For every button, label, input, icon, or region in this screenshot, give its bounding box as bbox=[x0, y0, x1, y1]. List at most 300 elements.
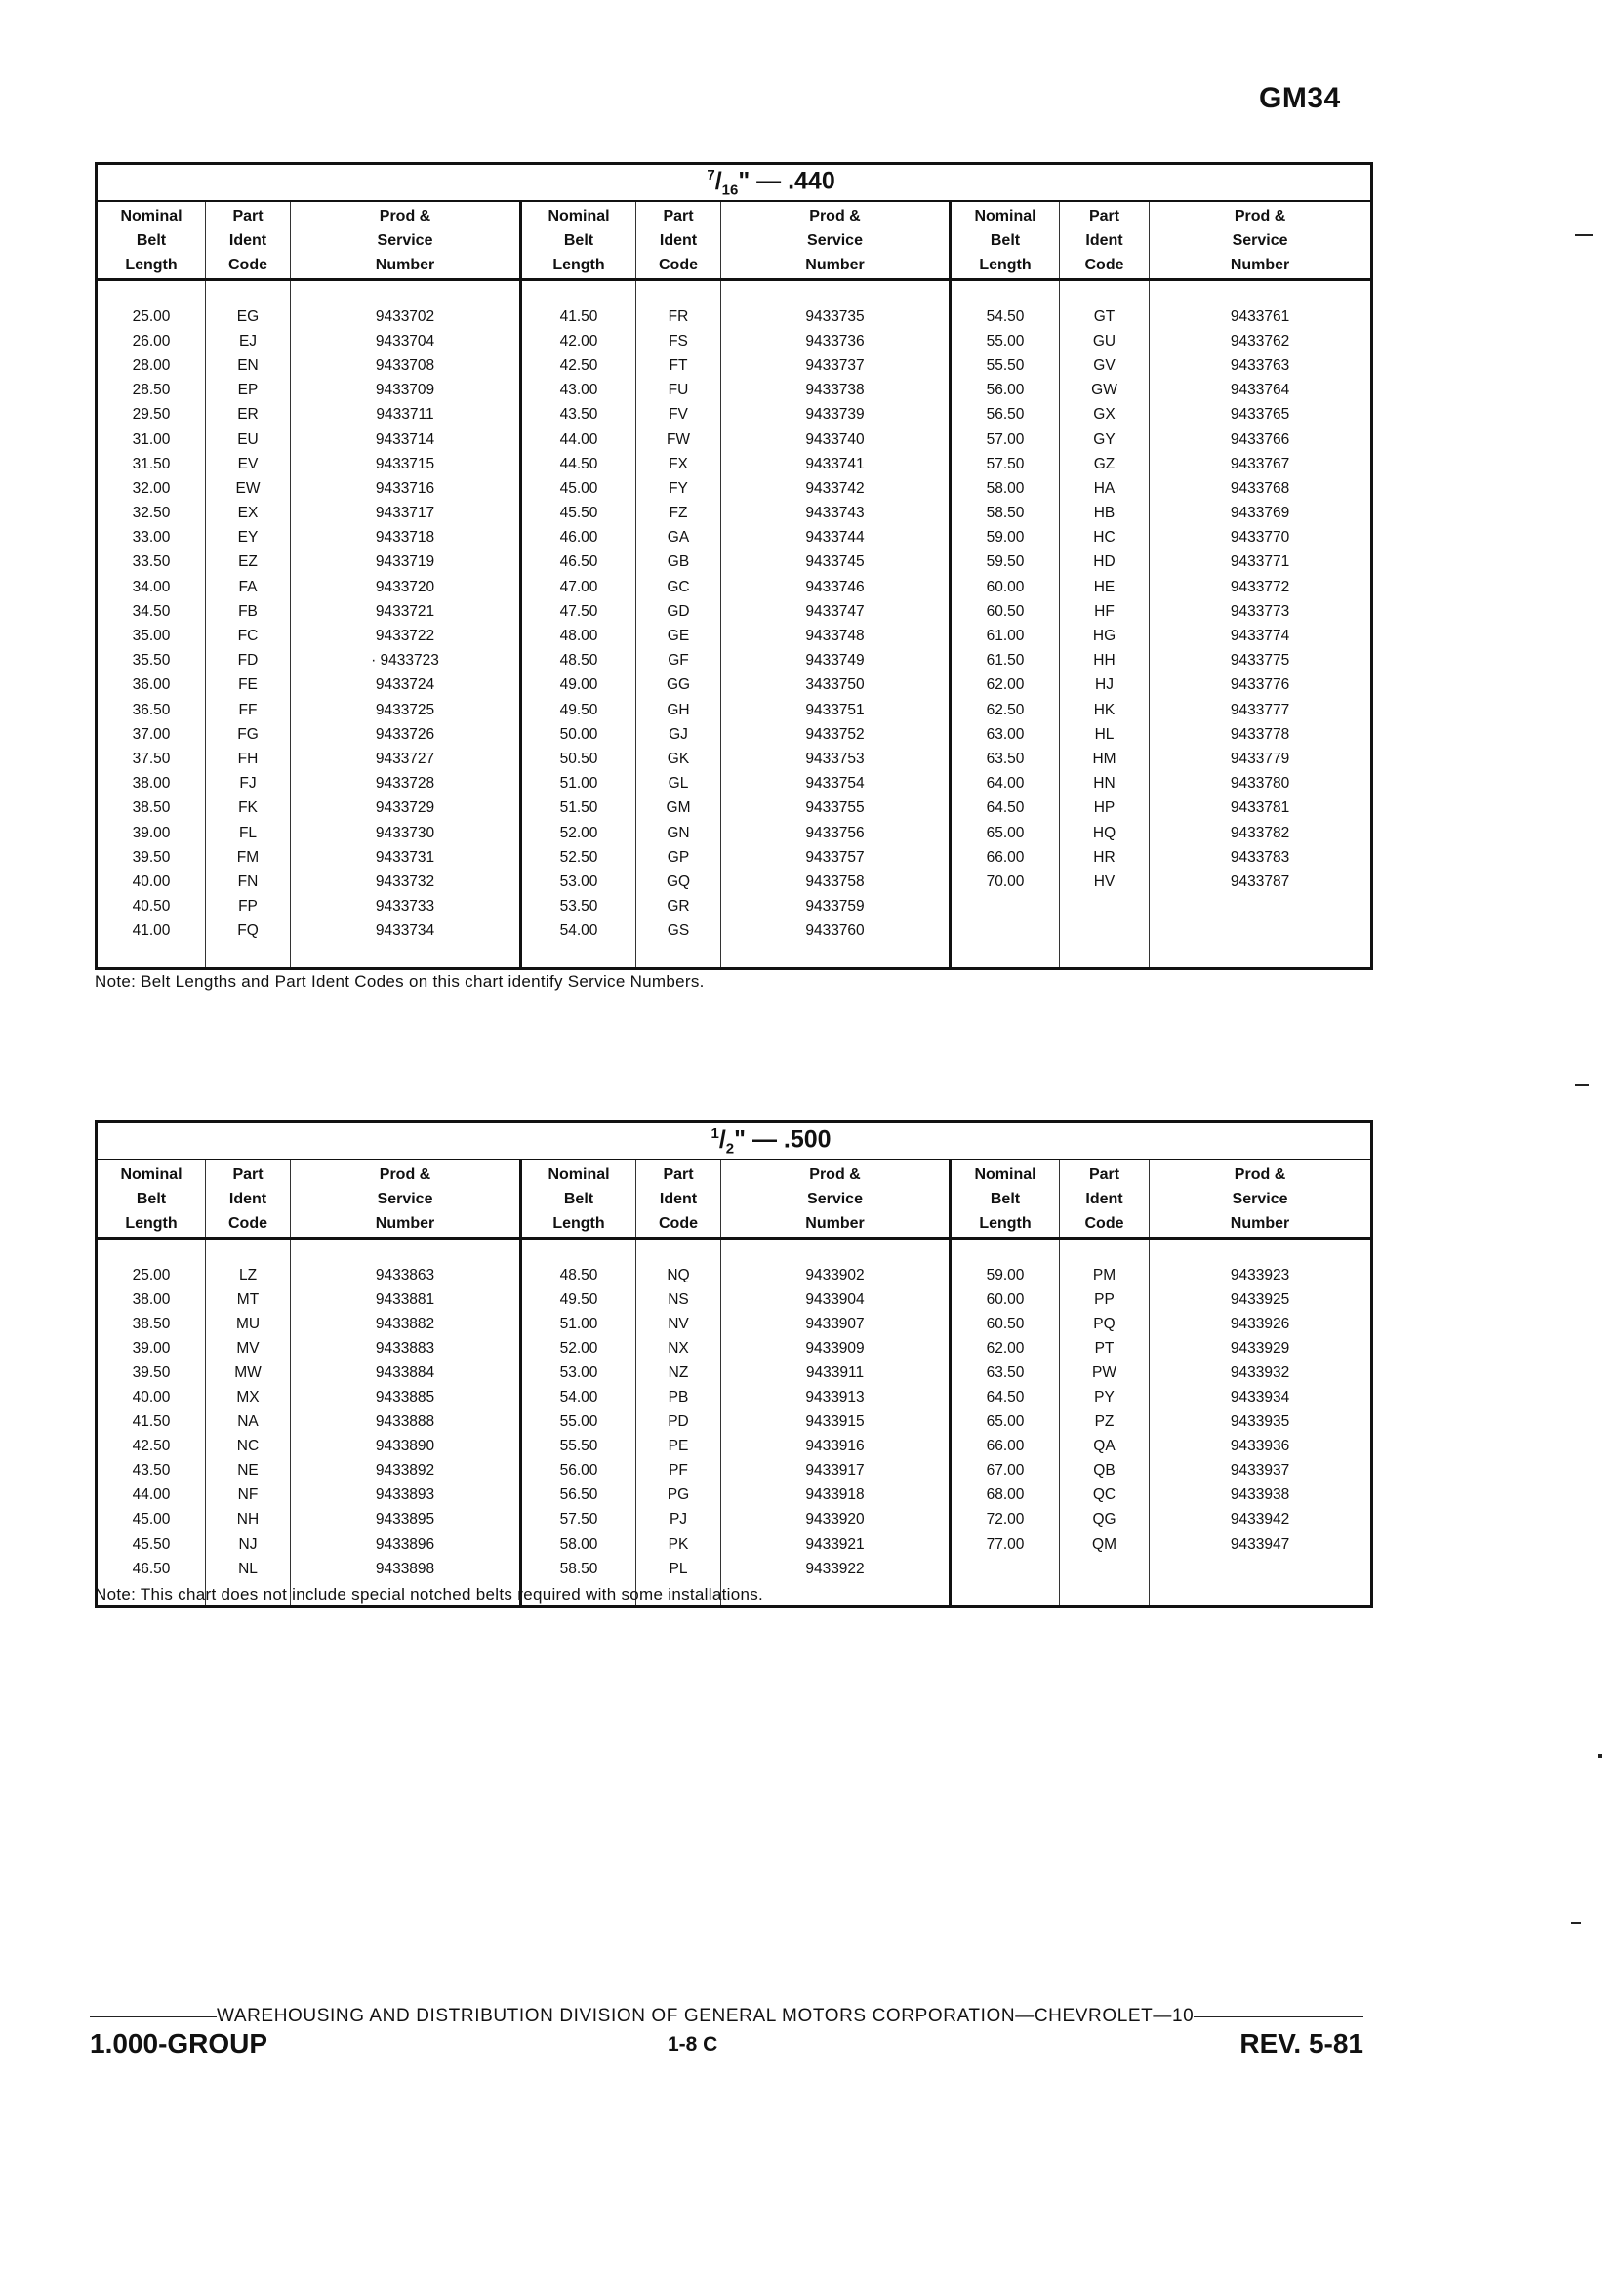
service-number: 3433750 bbox=[721, 673, 951, 698]
ident-code: EP bbox=[206, 379, 291, 403]
ident-code: EW bbox=[206, 476, 291, 501]
belt-length: 32.50 bbox=[97, 502, 206, 526]
column-header-line: Ident bbox=[1085, 231, 1123, 249]
service-number: 9433909 bbox=[721, 1336, 951, 1361]
ident-code: GS bbox=[636, 919, 721, 944]
ident-code: HC bbox=[1060, 526, 1150, 550]
spacer-cell bbox=[521, 280, 636, 305]
service-number: 9433763 bbox=[1230, 356, 1290, 374]
spacer-cell bbox=[1060, 1239, 1150, 1264]
column-header-line: Code bbox=[1084, 256, 1124, 273]
column-header-line: Number bbox=[375, 1214, 435, 1232]
column-header-line: Ident bbox=[659, 1190, 698, 1207]
column-header-code bbox=[206, 201, 291, 280]
spacer-cell bbox=[636, 1239, 721, 1264]
ident-code: NC bbox=[206, 1435, 291, 1459]
table-row bbox=[97, 772, 1372, 796]
column-header-code bbox=[1060, 1160, 1150, 1239]
ident-code: PK bbox=[636, 1532, 721, 1557]
size-heading bbox=[97, 164, 1372, 202]
column-header-line: Ident bbox=[228, 1190, 267, 1207]
column-header-number bbox=[721, 201, 951, 280]
service-number: 9433770 bbox=[1230, 529, 1290, 547]
service-number: 9433737 bbox=[721, 353, 951, 378]
ident-code: GB bbox=[636, 550, 721, 575]
belt-length: 62.00 bbox=[951, 673, 1060, 698]
table-row bbox=[97, 673, 1372, 698]
fraction-slash: / bbox=[714, 167, 722, 195]
service-number: 9433925 bbox=[1230, 1290, 1290, 1308]
belt-length: 56.50 bbox=[951, 403, 1060, 428]
belt-length: 39.50 bbox=[97, 1361, 206, 1385]
service-number: 9433923 bbox=[1230, 1266, 1290, 1283]
footer-rule bbox=[1194, 2016, 1363, 2017]
belt-length: 38.00 bbox=[97, 1287, 206, 1312]
chart-note: Note: This chart does not include special notched belts required with some installations. bbox=[95, 1585, 764, 1604]
table-row bbox=[97, 329, 1372, 353]
column-header-line: Prod & bbox=[1234, 207, 1286, 224]
service-number: 9433935 bbox=[1230, 1413, 1290, 1431]
service-number: 9433913 bbox=[721, 1385, 951, 1409]
column-header-line: Code bbox=[659, 1214, 698, 1232]
column-header-line: Number bbox=[375, 256, 435, 273]
table-row bbox=[97, 624, 1372, 648]
service-number: 9433881 bbox=[291, 1287, 521, 1312]
spacer-cell bbox=[291, 1239, 521, 1264]
spacer-cell bbox=[636, 280, 721, 305]
column-header-line: Number bbox=[805, 256, 865, 273]
ident-code: EY bbox=[206, 526, 291, 550]
column-header-line: Prod & bbox=[1234, 1165, 1286, 1183]
service-number: 9433766 bbox=[1230, 430, 1290, 448]
ident-code: FQ bbox=[206, 919, 291, 944]
spacer-cell bbox=[97, 944, 206, 969]
belt-length: 61.50 bbox=[951, 649, 1060, 673]
belt-length: 58.00 bbox=[951, 476, 1060, 501]
column-header-length bbox=[521, 201, 636, 280]
belt-length: 38.00 bbox=[97, 772, 206, 796]
belt-length: 35.00 bbox=[97, 624, 206, 648]
ident-code: PD bbox=[636, 1410, 721, 1435]
column-header-line: Nominal bbox=[974, 1165, 1036, 1183]
ident-code: FB bbox=[206, 599, 291, 624]
spacer-cell bbox=[1150, 1239, 1372, 1264]
ident-code: EZ bbox=[206, 550, 291, 575]
belt-length: 58.50 bbox=[521, 1557, 636, 1581]
belt-length: 56.00 bbox=[951, 379, 1060, 403]
ident-code: GE bbox=[636, 624, 721, 648]
service-number: 9433890 bbox=[291, 1435, 521, 1459]
service-number: 9433715 bbox=[291, 452, 521, 476]
belt-length: 51.50 bbox=[521, 796, 636, 821]
table-row bbox=[97, 895, 1372, 919]
spacer-cell bbox=[721, 944, 951, 969]
belt-length: 39.50 bbox=[97, 845, 206, 870]
belt-length: 58.00 bbox=[521, 1532, 636, 1557]
ident-code: FE bbox=[206, 673, 291, 698]
belt-length: 40.00 bbox=[97, 870, 206, 894]
table-row bbox=[97, 526, 1372, 550]
belt-length: 25.00 bbox=[97, 305, 206, 329]
ident-code: GM bbox=[636, 796, 721, 821]
ident-code: FF bbox=[206, 698, 291, 722]
ident-code: PW bbox=[1060, 1361, 1150, 1385]
column-header-length bbox=[521, 1160, 636, 1239]
table-row bbox=[97, 747, 1372, 771]
column-header-line: Service bbox=[1232, 1190, 1288, 1207]
belt-length: 26.00 bbox=[97, 329, 206, 353]
spacer-cell bbox=[721, 280, 951, 305]
column-header-line: Nominal bbox=[120, 207, 183, 224]
table-row bbox=[97, 1435, 1372, 1459]
table-row bbox=[97, 428, 1372, 452]
belt-length: 63.50 bbox=[951, 1361, 1060, 1385]
ident-code: PQ bbox=[1060, 1312, 1150, 1336]
column-header-line: Prod & bbox=[809, 207, 861, 224]
belt-length: 63.50 bbox=[951, 747, 1060, 771]
ident-code: HA bbox=[1060, 476, 1150, 501]
belt-length: 64.00 bbox=[951, 772, 1060, 796]
service-number: 9433929 bbox=[1230, 1339, 1290, 1357]
ident-code: FR bbox=[636, 305, 721, 329]
spacer-cell bbox=[951, 1581, 1060, 1607]
column-header-line: Belt bbox=[990, 231, 1021, 249]
service-number: 9433911 bbox=[721, 1361, 951, 1385]
table-row bbox=[97, 1410, 1372, 1435]
fraction-numerator: 7 bbox=[707, 166, 715, 183]
ident-code: PM bbox=[1060, 1263, 1150, 1287]
service-number: 9433720 bbox=[291, 575, 521, 599]
ident-code: MX bbox=[206, 1385, 291, 1409]
belt-length: 55.50 bbox=[521, 1435, 636, 1459]
ident-code: HH bbox=[1060, 649, 1150, 673]
column-header-line: Length bbox=[552, 1214, 605, 1232]
spacer-cell bbox=[291, 280, 521, 305]
belt-length: 65.00 bbox=[951, 821, 1060, 845]
ident-code: NE bbox=[206, 1459, 291, 1484]
belt-table-500 bbox=[95, 1120, 1373, 1608]
ident-code: GG bbox=[636, 673, 721, 698]
belt-length: 28.00 bbox=[97, 353, 206, 378]
column-header-line: Number bbox=[805, 1214, 865, 1232]
service-number: 9433778 bbox=[1230, 725, 1290, 743]
belt-length: 36.50 bbox=[97, 698, 206, 722]
ident-code: GN bbox=[636, 821, 721, 845]
column-header-line: Length bbox=[979, 1214, 1032, 1232]
table-row bbox=[97, 1484, 1372, 1508]
table-row bbox=[97, 1263, 1372, 1287]
service-number: 9433760 bbox=[721, 919, 951, 944]
ident-code: FA bbox=[206, 575, 291, 599]
service-number: 9433730 bbox=[291, 821, 521, 845]
service-number: 9433918 bbox=[721, 1484, 951, 1508]
ident-code: MU bbox=[206, 1312, 291, 1336]
ident-code: PY bbox=[1060, 1385, 1150, 1409]
service-number: 9433776 bbox=[1230, 676, 1290, 694]
belt-length: 37.00 bbox=[97, 722, 206, 747]
belt-length: 60.00 bbox=[951, 575, 1060, 599]
table-row bbox=[97, 476, 1372, 501]
ident-code: GL bbox=[636, 772, 721, 796]
column-header-line: Length bbox=[552, 256, 605, 273]
column-header-line: Belt bbox=[563, 231, 594, 249]
size-value: " — .500 bbox=[734, 1125, 832, 1154]
belt-length: 57.50 bbox=[521, 1508, 636, 1532]
service-number: 9433782 bbox=[1230, 824, 1290, 841]
belt-length: 68.00 bbox=[951, 1484, 1060, 1508]
column-header-line: Part bbox=[1088, 1165, 1120, 1183]
ident-code: QC bbox=[1060, 1484, 1150, 1508]
column-header-line: Belt bbox=[136, 231, 167, 249]
column-header-line: Belt bbox=[563, 1190, 594, 1207]
spacer-cell bbox=[951, 1239, 1060, 1264]
ident-code: GW bbox=[1060, 379, 1150, 403]
ident-code: FJ bbox=[206, 772, 291, 796]
column-header-number bbox=[291, 201, 521, 280]
belt-length: 57.50 bbox=[951, 452, 1060, 476]
ident-code: NV bbox=[636, 1312, 721, 1336]
ident-code: GY bbox=[1060, 428, 1150, 452]
column-header-line: Part bbox=[232, 207, 264, 224]
ident-code bbox=[1060, 895, 1150, 919]
service-number: 9433920 bbox=[721, 1508, 951, 1532]
belt-length: 48.50 bbox=[521, 649, 636, 673]
service-number: 9433916 bbox=[721, 1435, 951, 1459]
service-number: 9433779 bbox=[1230, 750, 1290, 767]
service-number: 9433885 bbox=[291, 1385, 521, 1409]
belt-length: 64.50 bbox=[951, 796, 1060, 821]
service-number: 9433902 bbox=[721, 1263, 951, 1287]
service-number: 9433718 bbox=[291, 526, 521, 550]
table-row bbox=[97, 599, 1372, 624]
belt-length: 35.50 bbox=[97, 649, 206, 673]
spacer-cell bbox=[1060, 1581, 1150, 1607]
ident-code: NA bbox=[206, 1410, 291, 1435]
table-row bbox=[97, 1508, 1372, 1532]
belt-table-440 bbox=[95, 162, 1373, 970]
ident-code: EX bbox=[206, 502, 291, 526]
belt-length: 38.50 bbox=[97, 796, 206, 821]
ident-code: HE bbox=[1060, 575, 1150, 599]
ident-code: EV bbox=[206, 452, 291, 476]
service-number: 9433937 bbox=[1230, 1462, 1290, 1480]
belt-length: 53.50 bbox=[521, 895, 636, 919]
footer-group: 1.000-GROUP bbox=[90, 2028, 268, 2058]
spacer-cell bbox=[951, 944, 1060, 969]
service-number: 9433709 bbox=[291, 379, 521, 403]
service-number: 9433716 bbox=[291, 476, 521, 501]
ident-code: FW bbox=[636, 428, 721, 452]
column-header-line: Ident bbox=[228, 231, 267, 249]
service-number: 9433717 bbox=[291, 502, 521, 526]
column-header-line: Part bbox=[663, 207, 694, 224]
ident-code: NX bbox=[636, 1336, 721, 1361]
belt-length: 39.00 bbox=[97, 821, 206, 845]
margin-tick bbox=[1575, 234, 1593, 236]
service-number: 9433753 bbox=[721, 747, 951, 771]
ident-code: GQ bbox=[636, 870, 721, 894]
service-number: 9433896 bbox=[291, 1532, 521, 1557]
column-header-length bbox=[97, 1160, 206, 1239]
belt-length bbox=[951, 919, 1060, 944]
fraction-denominator: 2 bbox=[725, 1140, 735, 1158]
belt-length bbox=[951, 1557, 1060, 1581]
service-number: 9433764 bbox=[1230, 382, 1290, 399]
service-number: 9433917 bbox=[721, 1459, 951, 1484]
ident-code: GX bbox=[1060, 403, 1150, 428]
ident-code: FH bbox=[206, 747, 291, 771]
column-header-line: Service bbox=[377, 231, 433, 249]
service-number: 9433775 bbox=[1230, 652, 1290, 670]
belt-length: 55.00 bbox=[951, 329, 1060, 353]
service-number: 9433749 bbox=[721, 649, 951, 673]
ident-code: FP bbox=[206, 895, 291, 919]
ident-code: FZ bbox=[636, 502, 721, 526]
table-row bbox=[97, 698, 1372, 722]
belt-length: 55.50 bbox=[951, 353, 1060, 378]
column-header-number bbox=[721, 1160, 951, 1239]
ident-code: QB bbox=[1060, 1459, 1150, 1484]
column-header-line: Service bbox=[377, 1190, 433, 1207]
ident-code: LZ bbox=[206, 1263, 291, 1287]
table-row bbox=[97, 1312, 1372, 1336]
service-number: 9433727 bbox=[291, 747, 521, 771]
service-number: 9433714 bbox=[291, 428, 521, 452]
belt-length: 54.50 bbox=[951, 305, 1060, 329]
table-row bbox=[97, 722, 1372, 747]
belt-length: 59.50 bbox=[951, 550, 1060, 575]
ident-code: MT bbox=[206, 1287, 291, 1312]
belt-length: 60.50 bbox=[951, 599, 1060, 624]
table-row bbox=[97, 452, 1372, 476]
belt-length: 39.00 bbox=[97, 1336, 206, 1361]
belt-length: 29.50 bbox=[97, 403, 206, 428]
belt-length: 58.50 bbox=[951, 502, 1060, 526]
service-number: 9433907 bbox=[721, 1312, 951, 1336]
service-number bbox=[1150, 919, 1372, 944]
service-number: 9433892 bbox=[291, 1459, 521, 1484]
column-header-line: Prod & bbox=[809, 1165, 861, 1183]
belt-length: 46.50 bbox=[97, 1557, 206, 1581]
spacer-cell bbox=[636, 944, 721, 969]
belt-length: 40.00 bbox=[97, 1385, 206, 1409]
table-row bbox=[97, 550, 1372, 575]
ident-code: FC bbox=[206, 624, 291, 648]
margin-dot bbox=[1598, 1754, 1602, 1758]
table-row bbox=[97, 870, 1372, 894]
fraction-denominator: 16 bbox=[721, 182, 739, 199]
column-header-line: Ident bbox=[1085, 1190, 1123, 1207]
ident-code: GV bbox=[1060, 353, 1150, 378]
ident-code: FS bbox=[636, 329, 721, 353]
fraction-slash: / bbox=[718, 1125, 726, 1154]
belt-length: 53.00 bbox=[521, 1361, 636, 1385]
spacer-cell bbox=[1150, 1581, 1372, 1607]
column-header-line: Code bbox=[228, 256, 267, 273]
ident-code: GH bbox=[636, 698, 721, 722]
service-number: 9433742 bbox=[721, 476, 951, 501]
service-number: 9433761 bbox=[1230, 307, 1290, 325]
margin-tick bbox=[1575, 1084, 1589, 1086]
ident-code: GR bbox=[636, 895, 721, 919]
service-number: · 9433723 bbox=[291, 649, 521, 673]
ident-code: HR bbox=[1060, 845, 1150, 870]
ident-code: QM bbox=[1060, 1532, 1150, 1557]
belt-length: 44.00 bbox=[521, 428, 636, 452]
column-header-line: Part bbox=[1088, 207, 1120, 224]
ident-code: MW bbox=[206, 1361, 291, 1385]
spacer-cell bbox=[1060, 280, 1150, 305]
ident-code: PT bbox=[1060, 1336, 1150, 1361]
service-number: 9433771 bbox=[1230, 553, 1290, 571]
ident-code: ER bbox=[206, 403, 291, 428]
ident-code: HD bbox=[1060, 550, 1150, 575]
service-number: 9433745 bbox=[721, 550, 951, 575]
column-header-line: Length bbox=[125, 1214, 178, 1232]
service-number: 9433893 bbox=[291, 1484, 521, 1508]
service-number: 9433754 bbox=[721, 772, 951, 796]
ident-code: GT bbox=[1060, 305, 1150, 329]
footer-rule bbox=[90, 2016, 217, 2017]
ident-code: EJ bbox=[206, 329, 291, 353]
fraction-numerator: 1 bbox=[710, 1124, 719, 1142]
ident-code: GJ bbox=[636, 722, 721, 747]
service-number: 9433895 bbox=[291, 1508, 521, 1532]
ident-code: FY bbox=[636, 476, 721, 501]
column-header-line: Nominal bbox=[974, 207, 1036, 224]
service-number: 9433781 bbox=[1230, 799, 1290, 817]
spacer-cell bbox=[206, 280, 291, 305]
ident-code: EG bbox=[206, 305, 291, 329]
ident-code: QG bbox=[1060, 1508, 1150, 1532]
column-header-number bbox=[1150, 201, 1372, 280]
belt-length: 45.50 bbox=[97, 1532, 206, 1557]
service-number: 9433744 bbox=[721, 526, 951, 550]
belt-length: 60.00 bbox=[951, 1287, 1060, 1312]
spacer-cell bbox=[97, 1239, 206, 1264]
service-number: 9433926 bbox=[1230, 1315, 1290, 1332]
ident-code: NS bbox=[636, 1287, 721, 1312]
ident-code: PE bbox=[636, 1435, 721, 1459]
table-row bbox=[97, 796, 1372, 821]
service-number: 9433719 bbox=[291, 550, 521, 575]
belt-length: 67.00 bbox=[951, 1459, 1060, 1484]
belt-length: 45.00 bbox=[521, 476, 636, 501]
column-header-number bbox=[1150, 1160, 1372, 1239]
belt-length: 34.00 bbox=[97, 575, 206, 599]
belt-length: 43.50 bbox=[97, 1459, 206, 1484]
service-number: 9433708 bbox=[291, 353, 521, 378]
service-number: 9433725 bbox=[291, 698, 521, 722]
service-number: 9433942 bbox=[1230, 1511, 1290, 1528]
margin-tick bbox=[1571, 1922, 1581, 1924]
spacer-cell bbox=[721, 1239, 951, 1264]
belt-length: 57.00 bbox=[951, 428, 1060, 452]
belt-length: 54.00 bbox=[521, 919, 636, 944]
service-number: 9433740 bbox=[721, 428, 951, 452]
ident-code: FN bbox=[206, 870, 291, 894]
column-header-line: Nominal bbox=[120, 1165, 183, 1183]
belt-length: 59.00 bbox=[951, 526, 1060, 550]
service-number: 9433748 bbox=[721, 624, 951, 648]
chart-note: Note: Belt Lengths and Part Ident Codes on this chart identify Service Numbers. bbox=[95, 972, 705, 991]
service-number: 9433904 bbox=[721, 1287, 951, 1312]
service-number: 9433756 bbox=[721, 821, 951, 845]
ident-code: FX bbox=[636, 452, 721, 476]
service-number: 9433736 bbox=[721, 329, 951, 353]
table-row bbox=[97, 353, 1372, 378]
belt-length: 45.50 bbox=[521, 502, 636, 526]
